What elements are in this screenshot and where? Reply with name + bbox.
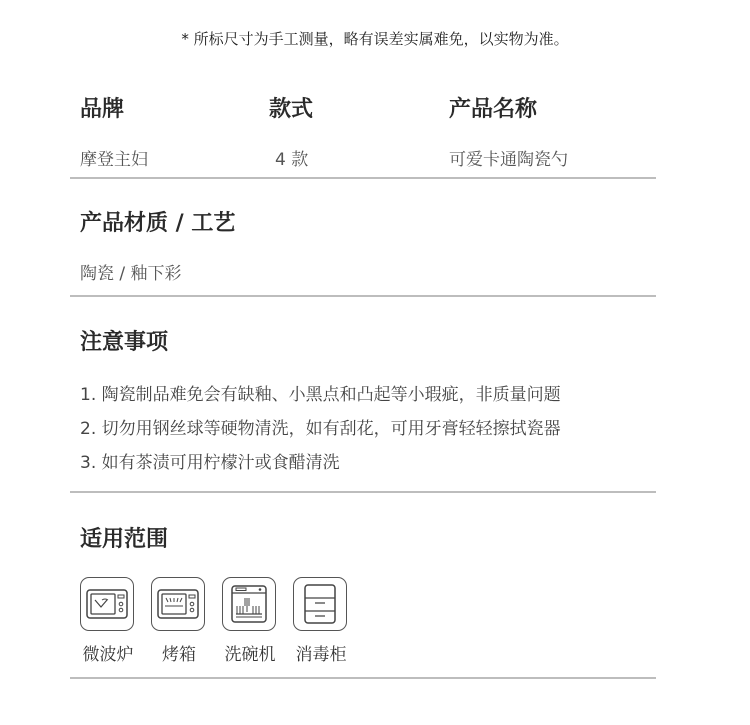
product-name-value: 可爱卡通陶瓷勺	[449, 150, 568, 170]
notes-section	[70, 325, 656, 485]
usage-item-microwave	[80, 577, 136, 665]
microwave-icon	[80, 577, 134, 631]
material-label: 产品材质 / 工艺	[80, 211, 236, 236]
style-label: 款式	[269, 97, 314, 122]
material-section	[70, 206, 656, 286]
list-item: 2. 切勿用钢丝球等硬物清洗，如有刮花，可用牙膏轻轻擦拭瓷器	[80, 419, 561, 439]
divider	[70, 491, 656, 493]
usage-caption: 洗碗机	[224, 645, 276, 665]
usage-icons	[80, 577, 349, 665]
usage-label: 适用范围	[80, 527, 169, 552]
usage-item-sterilizer	[293, 577, 349, 665]
material-value: 陶瓷 / 釉下彩	[80, 264, 182, 284]
product-name-label: 产品名称	[449, 97, 538, 122]
brand-value: 摩登主妇	[80, 150, 148, 170]
style-value: 4 款	[275, 150, 309, 170]
usage-item-dishwasher	[222, 577, 278, 665]
oven-icon	[151, 577, 205, 631]
dishwasher-icon	[222, 577, 276, 631]
list-item: 3. 如有茶渍可用柠檬汁或食醋清洗	[80, 453, 340, 473]
notes-label: 注意事项	[80, 330, 169, 355]
usage-item-oven	[151, 577, 207, 665]
usage-caption: 消毒柜	[295, 645, 347, 665]
brand-label: 品牌	[80, 97, 125, 122]
list-item: 1. 陶瓷制品难免会有缺釉、小黑点和凸起等小瑕疵，非质量问题	[80, 385, 561, 405]
sterilizer-cabinet-icon	[293, 577, 347, 631]
measurement-note: * 所标尺寸为手工测量，略有误差实属难免，以实物为准。	[181, 30, 569, 48]
usage-section	[70, 522, 656, 562]
usage-caption: 微波炉	[82, 645, 134, 665]
specs-section	[70, 92, 656, 172]
divider	[70, 677, 656, 679]
divider	[70, 177, 656, 179]
usage-caption: 烤箱	[162, 645, 196, 665]
divider	[70, 295, 656, 297]
